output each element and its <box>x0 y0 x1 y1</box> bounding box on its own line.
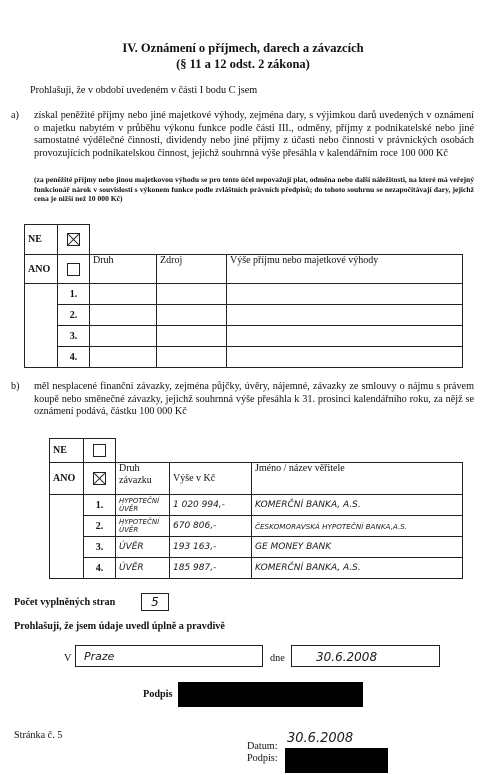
page-title: IV. Oznámení o příjmech, darech a závazcích <box>122 41 364 55</box>
col-header-vyse: Výše příjmu nebo majetkové výhody <box>227 255 463 284</box>
intro-text: Prohlašuji, že v období uvedeném v části I bodu C jsem <box>30 85 258 96</box>
druh-cell[interactable] <box>90 347 157 368</box>
ano-label: ANO <box>25 255 58 284</box>
col-header-vyse-kc: Výše v Kč <box>170 463 252 495</box>
section-a-ne-checkbox[interactable] <box>67 233 80 246</box>
datum-value: 30.6.2008 <box>287 731 354 746</box>
date-label: dne <box>270 653 285 664</box>
signature-redacted <box>178 682 363 707</box>
col-header-veritel: Jméno / název věřitele <box>252 463 463 495</box>
ne-label: NE <box>50 439 84 463</box>
col-header-druh: Druh <box>90 255 157 284</box>
table-row <box>25 305 463 326</box>
table-row <box>25 347 463 368</box>
vyse-cell[interactable]: 1 020 994,- <box>170 495 252 516</box>
section-a-text: získal peněžité příjmy nebo jiné majetkové výhody, zejména dary, s výjimkou darů uvedených v oznámení o majetku nabytém v průběhu výkonu funkce podle části III., odměny, příjmy z podnikatelské nebo jiné samostatné výdělečné činnosti, dividendy nebo jiné příjmy z účasti nebo činnosti v právnických osobách provozujících podnikatelskou činnost, jejichž souhrnná výše přesáhla v kalendářním roce 100 000 Kč <box>34 110 474 159</box>
page-subtitle: (§ 11 a 12 odst. 2 zákona) <box>176 57 310 71</box>
pages-count-field[interactable]: 5 <box>141 593 169 611</box>
section-a-label: a) <box>11 110 19 121</box>
zdroj-cell[interactable] <box>157 347 227 368</box>
druh-cell[interactable]: HYPOTEČNÍ ÚVĚR <box>116 516 170 537</box>
vyse-cell[interactable]: 670 806,- <box>170 516 252 537</box>
vyse-cell[interactable]: 185 987,- <box>170 558 252 579</box>
declaration-text: Prohlašuji, že jsem údaje uvedl úplně a pravdivě <box>14 621 225 632</box>
datum-label: Datum: <box>247 741 278 752</box>
pages-count-label: Počet vyplněných stran <box>14 597 116 608</box>
section-a-note: (za peněžité příjmy nebo jinou majetkovou výhodu se pro tento účel nepovažují plat, odměna nebo další náležitosti, na které má veřejný funkcionář nárok v souvislosti s výkonem funkce podle zvláštních právních předpisů; do tohoto souhrnu se nezapočítávají dary, jejichž cena je nižší než 10 000 Kč) <box>34 175 474 204</box>
place-field[interactable]: Praze <box>75 645 263 667</box>
col-header-druh-zavazku: Druh závazku <box>116 463 170 495</box>
section-b-label: b) <box>11 381 20 392</box>
zdroj-cell[interactable] <box>157 305 227 326</box>
zdroj-cell[interactable] <box>157 284 227 305</box>
druh-cell[interactable]: ÚVĚR <box>116 558 170 579</box>
podpis-label: Podpis: <box>247 753 278 764</box>
section-b-ne-checkbox[interactable] <box>93 444 106 457</box>
table-row <box>50 495 463 516</box>
table-row <box>25 326 463 347</box>
vyse-cell[interactable] <box>227 284 463 305</box>
vyse-cell[interactable] <box>227 326 463 347</box>
vyse-cell[interactable]: 193 163,- <box>170 537 252 558</box>
druh-cell[interactable] <box>90 305 157 326</box>
section-b-ano-checkbox[interactable] <box>93 472 106 485</box>
row-number: 3. <box>84 537 116 558</box>
row-number: 1. <box>84 495 116 516</box>
section-a-ano-checkbox[interactable] <box>67 263 80 276</box>
col-header-zdroj: Zdroj <box>157 255 227 284</box>
vyse-cell[interactable] <box>227 305 463 326</box>
vyse-cell[interactable] <box>227 347 463 368</box>
row-number: 4. <box>58 347 90 368</box>
table-row <box>25 284 463 305</box>
liabilities-table <box>49 438 463 579</box>
druh-cell[interactable]: HYPOTEČNÍ ÚVĚR <box>116 495 170 516</box>
druh-cell[interactable] <box>90 284 157 305</box>
zdroj-cell[interactable] <box>157 326 227 347</box>
veritel-cell[interactable]: KOMERČNÍ BANKA, A.S. <box>252 558 463 579</box>
table-row <box>50 516 463 537</box>
row-number: 2. <box>58 305 90 326</box>
income-table <box>24 224 463 368</box>
druh-cell[interactable]: ÚVĚR <box>116 537 170 558</box>
veritel-cell[interactable]: ČESKOMORAVSKÁ HYPOTEČNÍ BANKA,A.S. <box>252 516 463 537</box>
ne-label: NE <box>25 225 58 255</box>
veritel-cell[interactable]: GE MONEY BANK <box>252 537 463 558</box>
row-number: 2. <box>84 516 116 537</box>
table-row <box>50 558 463 579</box>
section-b-text: měl nesplacené finanční závazky, zejména půjčky, úvěry, nájemné, závazky ze smlouvy o nájmu s právem koupě nebo směnečné závazky, jejichž souhrnná výše přesáhla k 31. prosinci kalendářního roku, za nějž se oznámení podává, částku 100 000 Kč <box>34 381 474 418</box>
page-number: Stránka č. 5 <box>14 730 63 741</box>
date-field[interactable]: 30.6.2008 <box>291 645 440 667</box>
veritel-cell[interactable]: KOMERČNÍ BANKA, A.S. <box>252 495 463 516</box>
druh-cell[interactable] <box>90 326 157 347</box>
signature-label: Podpis <box>143 689 173 700</box>
row-number: 3. <box>58 326 90 347</box>
ano-label: ANO <box>50 463 84 495</box>
table-row <box>50 537 463 558</box>
row-number: 4. <box>84 558 116 579</box>
place-label: V <box>64 653 72 664</box>
podpis-redacted <box>285 748 388 773</box>
row-number: 1. <box>58 284 90 305</box>
